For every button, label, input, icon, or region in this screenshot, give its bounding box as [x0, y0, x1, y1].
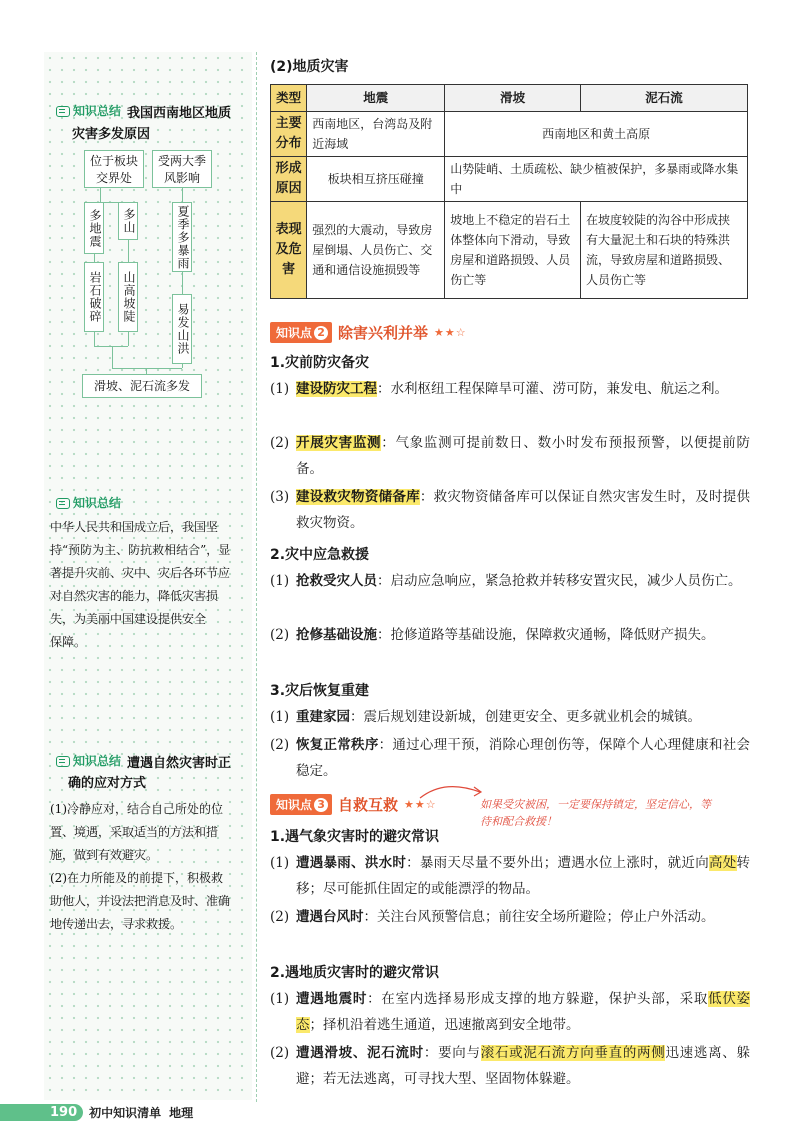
- table-cell: 在坡度较陡的沟谷中形成挟有大量泥土和石块的特殊洪流，导致房屋和道路损毁、人员伤亡等: [581, 202, 748, 299]
- knowledge-point-badge: 知识点 3: [270, 794, 332, 815]
- difficulty-stars: ★★☆: [434, 326, 467, 339]
- flow-result: 滑坡、泥石流多发: [82, 374, 202, 398]
- flow-steep-slope: 山高坡陡: [118, 262, 138, 332]
- list-item: (1) 遭遇暴雨、洪水时：暴雨天尽量不要外出；遭遇水位上涨时，就近向高处转移；尽可能抓住固定的或能漂浮的物品。: [270, 855, 750, 897]
- handwritten-note: 如果受灾被困，一定要保持镇定，坚定信心，等待和配合救援！: [480, 798, 711, 828]
- difficulty-stars: ★★☆: [404, 798, 437, 811]
- summary-title-3-cont: 确的应对方式: [68, 776, 147, 791]
- list-item: (1) 建设防灾工程：水利枢纽工程保障旱可灌、涝可防，兼发电、航运之利。: [270, 381, 728, 397]
- section-heading: 1.灾前防灾备灾: [270, 355, 370, 371]
- page-footer: [0, 1101, 193, 1123]
- section-heading: 3.灾后恢复重建: [270, 683, 370, 699]
- row-label: 主要分布: [271, 112, 307, 157]
- row-label: 形成原因: [271, 157, 307, 202]
- knowledge-summary-tag: 知识总结: [56, 100, 121, 122]
- row-label: 表现及危害: [271, 202, 307, 299]
- table-row: [271, 157, 748, 202]
- list-item: (1) 重建家园：震后规划建设新城，创建更安全、更多就业机会的城镇。: [270, 709, 701, 725]
- list-item: (2) 开展灾害监测：气象监测可提前数日、数小时发布预报预警，以便提前防备。: [270, 435, 751, 477]
- summary-title-1-cont: 灾害多发原因: [72, 127, 151, 142]
- summary-text-3: (1)冷静应对，结合自己所处的位 置、境遇，采取适当的方法和措 施，做到有效避灾。 (2)在力所能及的前提下，积极救 助他人，并设法把消息及时、准确 地传递出去，寻求救援。: [50, 802, 231, 931]
- cause-flowchart: [60, 150, 252, 400]
- column-divider: [256, 52, 257, 1102]
- flow-line: [100, 188, 101, 202]
- flow-line: [128, 332, 129, 346]
- note-arrow-icon: [418, 782, 488, 802]
- geo-hazard-table: [270, 84, 748, 299]
- point-number: 2: [314, 326, 328, 340]
- section-heading: 2.遇地质灾害时的避灾常识: [270, 965, 440, 981]
- table-header: 滑坡: [445, 85, 581, 112]
- knowledge-point-badge: 知识点 2: [270, 322, 332, 343]
- knowledge-summary-tag: 知识总结: [56, 492, 121, 514]
- list-item: (2) 抢修基础设施：抢修道路等基础设施，保障救灾通畅，降低财产损失。: [270, 627, 715, 643]
- point-number: 3: [314, 798, 328, 812]
- table-cell: 西南地区，台湾岛及附近海域: [307, 112, 445, 157]
- list-item: (2) 遭遇滑坡、泥石流时：要向与滚石或泥石流方向垂直的两侧迅速逃离、躲避；若无法逃离，可寻找大型、坚固物体躲避。: [270, 1045, 751, 1087]
- knowledge-point-2: [270, 322, 467, 343]
- flow-line: [128, 240, 129, 262]
- flow-cause-plate: 位于板块交界处: [84, 150, 144, 188]
- knowledge-summary-tag: 知识总结: [56, 750, 121, 772]
- flow-summer-rain: 夏季多暴雨: [172, 202, 192, 272]
- subsection-title: (2)地质灾害: [270, 59, 349, 75]
- flow-line: [182, 364, 183, 368]
- section-heading: 2.灾中应急救援: [270, 547, 370, 563]
- flow-flash-flood: 易发山洪: [172, 294, 192, 364]
- summary-title-1: 知识总结 我国西南地区地质: [56, 100, 231, 125]
- flow-cause-monsoon: 受两大季风影响: [152, 150, 212, 188]
- book-title: 初中知识清单: [89, 1105, 162, 1120]
- notes-icon: [56, 756, 70, 767]
- knowledge-point-3: [270, 794, 437, 815]
- summary-title-2: [56, 492, 121, 517]
- flow-quake: 多地震: [84, 202, 104, 254]
- list-item: (1) 遭遇地震时：在室内选择易形成支撑的地方躲避，保护头部，采取低伏姿态；择机沿着逃生通道，迅速撤离到安全地带。: [270, 991, 751, 1033]
- table-header: 地震: [307, 85, 445, 112]
- summary-title-3: 知识总结 遭遇自然灾害时正: [56, 750, 231, 775]
- list-item: (3) 建设救灾物资储备库：救灾物资储备库可以保证自然灾害发生时，及时提供救灾物资。: [270, 489, 750, 531]
- list-item: (1) 抢救受灾人员：启动应急响应，紧急抢救并转移安置灾民，减少人员伤亡。: [270, 573, 742, 589]
- flow-mountain: 多山: [118, 202, 138, 240]
- table-cell: 板块相互挤压碰撞: [307, 157, 445, 202]
- table-row: [271, 112, 748, 157]
- knowledge-point-title: 自救互救: [338, 796, 399, 814]
- section-heading: 1.遇气象灾害时的避灾常识: [270, 829, 440, 845]
- notes-icon: [56, 106, 70, 117]
- flow-line: [94, 346, 128, 347]
- list-item: (2) 恢复正常秩序：通过心理干预，消除心理创伤等，保障个人心理健康和社会稳定。: [270, 737, 750, 779]
- subject-name: 地理: [169, 1105, 194, 1120]
- flow-line: [112, 346, 113, 368]
- flow-line: [94, 254, 95, 262]
- table-row: [271, 85, 748, 112]
- summary-text-2: 中华人民共和国成立后，我国坚 持“预防为主、防抗救相结合”，显 著提升灾前、灾中、灾后各环节应 对自然灾害的能力，降低灾害损 失，为美丽中国建设提供安全 保障。: [50, 520, 231, 649]
- table-cell: 西南地区和黄土高原: [445, 112, 748, 157]
- table-cell: 坡地上不稳定的岩石土体整体向下滑动，导致房屋和道路损毁、人员伤亡等: [445, 202, 581, 299]
- table-header: 类型: [271, 85, 307, 112]
- notes-icon: [56, 498, 70, 509]
- table-cell: 强烈的大震动，导致房屋倒塌、人员伤亡、交通和通信设施损毁等: [307, 202, 445, 299]
- page-number: 190: [0, 1104, 83, 1121]
- flow-line: [112, 368, 182, 369]
- flow-line: [94, 332, 95, 346]
- flow-line: [182, 272, 183, 294]
- flow-line: [182, 188, 183, 202]
- flow-broken-rock: 岩石破碎: [84, 262, 104, 332]
- table-row: [271, 202, 748, 299]
- knowledge-point-title: 除害兴利并举: [338, 324, 429, 342]
- table-cell: 山势陡峭、土质疏松、缺少植被保护，多暴雨或降水集中: [445, 157, 748, 202]
- table-header: 泥石流: [581, 85, 748, 112]
- list-item: (2) 遭遇台风时：关注台风预警信息；前往安全场所避险；停止户外活动。: [270, 909, 715, 925]
